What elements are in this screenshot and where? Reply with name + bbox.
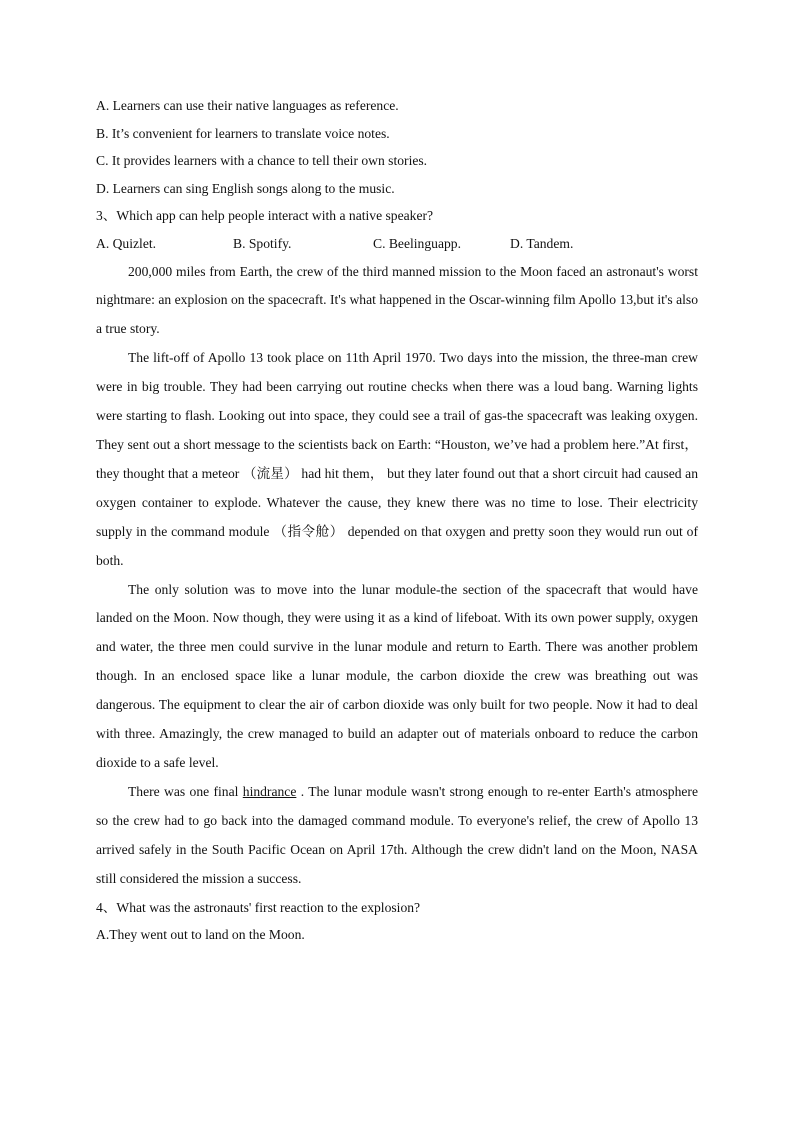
- p4-after: . The lunar module wasn't strong enough to re-enter Earth's atmosphere so the crew had to go back into the damaged command module. To everyone's relief, the crew of Apollo 13 arrived safely in the South Pacific Ocean on April 17th. Although the crew didn't land on the Moon, NASA still considered the mission a success.: [96, 783, 698, 886]
- q3-question: 3、Which app can help people interact with a native speaker?: [96, 208, 434, 224]
- q3-option-a: A. Quizlet.: [96, 235, 157, 251]
- q2-option-a: A. Learners can use their native languages as reference.: [96, 98, 399, 113]
- q2-option-c: C. It provides learners with a chance to tell their own stories.: [96, 153, 428, 169]
- q3-option-b: B. Spotify.: [233, 235, 292, 251]
- passage-paragraph-3: The only solution was to move into the lunar module-the section of the spacecraft that would have landed on the Moon. Now though, they were using it as a kind of lifeboat. With its own power supply, oxygen and water, the three men could survive in the lunar module and return to Earth. There was another problem though. In an enclosed space like a lunar module, the carbon dioxide the crew was breathing out was dangerous. The equipment to clear the air of carbon dioxide was only built for two people. Now it had to deal with three. Amazingly, the crew managed to build an adapter out of materials onboard to reduce the carbon dioxide to a safe level.: [96, 581, 698, 770]
- q3-option-d: D. Tandem.: [510, 235, 574, 251]
- q2-option-b: B. It’s convenient for learners to translate voice notes.: [96, 125, 390, 141]
- q3-option-c: C. Beelinguapp.: [373, 235, 461, 251]
- q4-question: 4、What was the astronauts' first reaction to the explosion?: [96, 899, 421, 915]
- q3-options: [96, 230, 698, 258]
- q2-option-d: D. Learners can sing English songs along to the music.: [96, 180, 395, 196]
- passage-paragraph-2: The lift-off of Apollo 13 took place on 11th April 1970. Two days into the mission, the three-man crew were in big trouble. They had been carrying out routine checks when there was a loud bang. Warning lights were starting to flash. Looking out into space, they could see a trail of gas-the spacecraft was leaking oxygen. They sent out a short message to the scientists back on Earth: “Houston, we’ve had a problem here.”At first， they thought that a meteor （流星） had hit them， but they later found out that a short circuit had caused an oxygen container to explode. Whatever the cause, they knew there was no time to lose. Their electricity supply in the command module （指令舱） depended on that oxygen and pretty soon they would run out of both.: [96, 350, 698, 568]
- p4-before: There was one final: [128, 783, 243, 799]
- q4-option-a: A.They went out to land on the Moon.: [96, 927, 305, 943]
- document-page: [96, 92, 698, 949]
- passage-paragraph-4: [96, 778, 698, 894]
- passage-paragraph-1: 200,000 miles from Earth, the crew of the third manned mission to the Moon faced an astronaut's worst nightmare: an explosion on the spacecraft. It's what happened in the Oscar-winning film Apollo 13,but it's also a true story.: [96, 263, 698, 337]
- hindrance-underlined-word: hindrance: [242, 783, 297, 799]
